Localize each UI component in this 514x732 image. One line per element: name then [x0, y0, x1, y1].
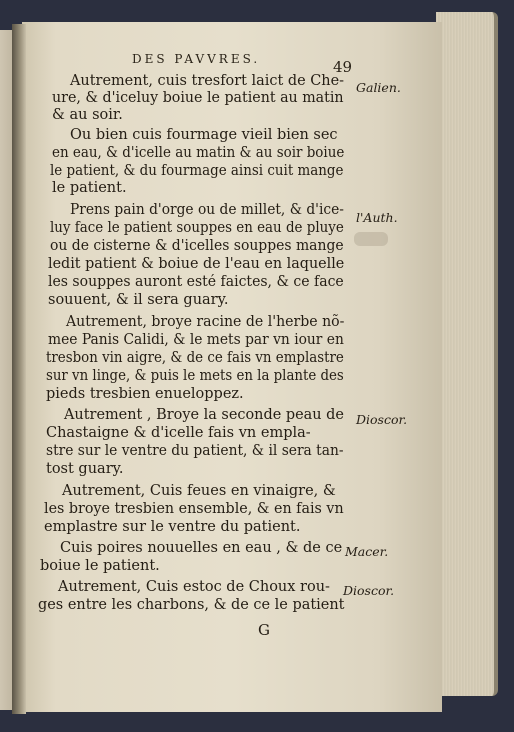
text-line: tresbon vin aigre, & de ce fais vn emplastre [46, 350, 344, 366]
page-number: 49 [333, 58, 353, 76]
text-line: Autrement, broye racine de l'herbe nõ- [66, 314, 345, 330]
text-line: Autrement , Broye la seconde peau de [64, 407, 344, 423]
margin-note: Macer. [345, 544, 389, 559]
running-title: DES PAVVRES. [132, 52, 261, 66]
text-line: ledit patient & boiue de l'eau en laquelle [48, 256, 345, 272]
text-line: Autrement, Cuis feues en vinaigre, & [62, 483, 336, 499]
text-line: boiue le patient. [40, 558, 160, 574]
text-line: Cuis poires nouuelles en eau , & de ce [60, 540, 343, 556]
text-line: ure, & d'iceluy boiue le patient au matin [52, 90, 344, 106]
text-line: stre sur le ventre du patient, & il sera tan- [46, 443, 344, 459]
text-line: & au soir. [52, 107, 123, 123]
text-line: le patient. [52, 180, 127, 196]
margin-note: l'Auth. [356, 210, 398, 225]
text-line: Chastaigne & d'icelle fais vn empla- [46, 425, 311, 441]
text-line: les broye tresbien ensemble, & en fais vn [44, 501, 344, 517]
text-line: Autrement, cuis tresfort laict de Che- [70, 73, 345, 89]
text-line: sur vn linge, & puis le mets en la plante des [46, 368, 344, 384]
text-line: tost guary. [46, 461, 124, 477]
page-edges [436, 12, 498, 696]
text-line: pieds tresbien enueloppez. [46, 386, 244, 402]
text-line: en eau, & d'icelle au matin & au soir boiue [52, 145, 345, 161]
text-line: Ou bien cuis fourmage vieil bien sec [70, 127, 338, 143]
book-gutter [12, 24, 26, 714]
text-line: les souppes auront esté faictes, & ce face [48, 274, 344, 290]
text-line: luy face le patient souppes en eau de pluye [50, 220, 344, 236]
text-line: Prens pain d'orge ou de millet, & d'ice- [70, 202, 344, 218]
text-line: souuent, & il sera guary. [48, 292, 229, 308]
text-line: ges entre les charbons, & de ce le patient [38, 597, 345, 613]
text-line: Autrement, Cuis estoc de Choux rou- [58, 579, 330, 595]
ink-smudge [354, 232, 388, 246]
text-line: emplastre sur le ventre du patient. [44, 519, 301, 535]
margin-note: Dioscor. [343, 583, 395, 598]
text-line: mee Panis Calidi, & le mets par vn iour en [48, 332, 344, 348]
text-line: le patient, & du fourmage ainsi cuit mange [50, 163, 344, 179]
margin-note: Galien. [356, 80, 401, 95]
text-line: ou de cisterne & d'icelles souppes mange [50, 238, 344, 254]
margin-note: Dioscor. [356, 412, 408, 427]
signature-mark: G [258, 621, 270, 639]
